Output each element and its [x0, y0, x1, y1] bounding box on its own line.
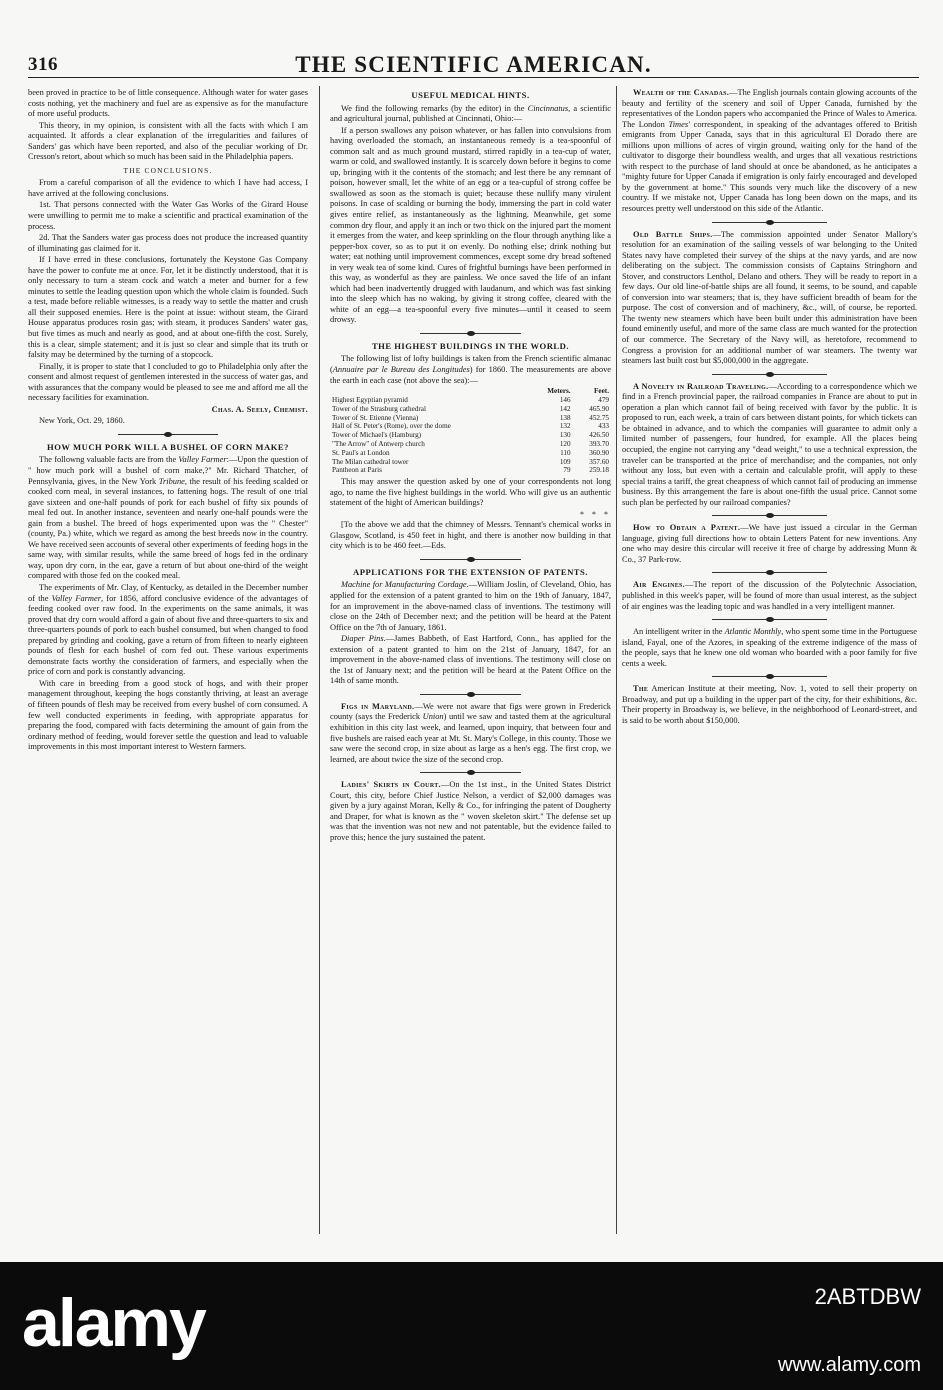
section-divider	[330, 689, 611, 699]
alamy-logo: alamy	[22, 1285, 205, 1361]
water-gas-paragraph: been proved in practice to be of little consequence. Although water for water gases costs nothing, yet the machinery and fuel are as expensive as for the manufacture of more useful products.	[28, 88, 308, 119]
pork-paragraph: The followng valuable facts are from the Valley Farmer:—Upon the question of " how much pork will a bushel of corn make,?" Mr. Richard Thatcher, of Pennsylvania, gives, in the New York Tribune, the result of his feeding scalded or cooked corn meal, in several instances, to fattening hogs. The result of one trial gave sixteen and one-half pounds of pork for each bushel of fifty six pounds of meal fed out. In another instance, seventeen and nearly one-half pounds were the gain from a bushel. The breed of hogs experimented upon was the " Chester" (county, Pa.) white, which we regard as among the best breeds now in the country. We have received seen accounts of several other experiments of feeding hogs in the same way, with similar results, while the same breed of hogs fed in the ordinary way, upon dry corn, in the ear, gave a return of but about one-third of the weight compared with those fed on the cooked meal.	[28, 455, 308, 581]
meters-cell: 79	[563, 466, 571, 475]
water-gas-paragraph: 2d. That the Sanders water gas process does not produce the increased quantity of illuminating gas claimed for it.	[28, 233, 308, 253]
section-divider	[622, 614, 917, 624]
building-name-cell: St. Paul's at London	[332, 448, 390, 457]
patent-extension-item: Diaper Pins.—James Babbeth, of East Hartford, Conn., has applied for the extension of a patent granted to him on the 21st of January, 1847, for an improvement in the above-named class of inventions. The testimony will close on the 1st of January next; and the petition will be heard at the Patent Office on the 14th of same month.	[330, 634, 611, 686]
buildings-heading: THE HIGHEST BUILDINGS IN THE WORLD.	[371, 340, 570, 351]
feet-cell: 433	[598, 422, 609, 431]
signature-name: Chas. A. Seely, Chemist.	[211, 404, 308, 414]
column-middle	[330, 88, 611, 1228]
medical-paragraph: If a person swallows any poison whatever, or has fallen into convulsions from having overloaded the stomach, an instantaneous remedy is a tea-spoonful of common salt and as much ground mustard, stirred rapidly in a tea-cup of water, warm or cold, and swallowed instantly. It is scarcely down before it begins to come up, bringing with it the contents of the stomach; and lest there be any remnant of poison, however small, let the white of an egg or a tea-cupful of strong coffee be swallowed as soon as the stomach is quiet; because these nullify many virulent poisons. In case of scalding or burning the body, immersing the part in cold water gives entire relief, as instantaneously as the lightning. Meanwhile, get some common dry flour, and apply it an inch or two thick on the injured part the moment it emerges from the water, and keep sprinkling on the flour through anything like a pepper-box cover, so as to put it on evenly. Do nothing else; drink nothing but water; eat nothing until improvement commences, except some dry bread softened in very weak tea of some kind. Cures of frightful burnings have been performed in this way, as wonderful as they are painless. We once saved the life of an infant which had been inadvertently drugged with laudanum, and which was fast sinking into the sleep which has no waking, by giving it strong coffee, cleared with the white of an egg—a tea-spoonful every five minutes—until it ceased to seem drowsy.	[330, 125, 611, 325]
pork-article-heading: HOW MUCH PORK WILL A BUSHEL OF CORN MAKE?	[47, 441, 289, 452]
patent-extension-heading: APPLICATIONS FOR THE EXTENSION OF PATENTS.	[353, 566, 588, 577]
author-signature	[28, 405, 308, 416]
canadas-paragraph: Wealth of the Canadas.—The English journals contain glowing accounts of the beauty and fertility of the scenery and soil of Upper Canada, furnished by the representatives of the London papers who accompanied the Prince of Wales to America. The London Times' correspondent, in speaking of the advantages offered to British emigrants from Upper Canada, says that in this agricultural El Dorado there are millions upon millions of acres of virgin ground, waiting only for the hand of the cultivator to disgorge their boundless wealth, and urges that all vexatious restrictions with respect to the purchase of land should at once be abandoned, as he anticipates a "mighty future for Upper Canada if emigration is only fairly encouraged and developed by the government at home." This sounds very much like the discovery of a new country. If we mistake not, Upper Canada has long been down on the maps, and its resources pretty well understood on this side of the Atlantic.	[622, 88, 917, 214]
building-name-cell: Tower of the Strasburg cathedral	[332, 404, 426, 413]
table-row	[330, 396, 611, 405]
obtain-patent-paragraph: How to Obtain a Patent.—We have just issued a circular in the German language, giving full directions how to obtain Letters Patent for new inventions. Any one who may desire this circular will receive it free of charge by addressing Munn & Co., 37 Park-row.	[622, 523, 917, 564]
section-divider	[622, 671, 917, 681]
asterism: * * *	[580, 509, 611, 519]
feet-cell: 357.60	[589, 457, 609, 466]
section-divider	[622, 510, 917, 520]
image-code: 2ABTDBW	[814, 1284, 921, 1309]
buildings-paragraph: This may answer the question asked by one of your correspondents not long ago, to name the five highest buildings in the world. Who will give us an authentic statement of the hight of American buildings?	[330, 477, 611, 508]
meters-column-header: Meters.	[547, 387, 571, 396]
meters-cell: 110	[560, 448, 571, 457]
feet-cell: 452.75	[589, 413, 609, 422]
table-row	[330, 422, 611, 431]
section-divider	[330, 554, 611, 564]
air-engines-paragraph: Air Engines.—The report of the discussion of the Polytechnic Association, published in this week's paper, will be found of more than usual interest, as the subject of air engines was the leading topic and was handled in a very intelligent manner.	[622, 580, 917, 611]
table-row	[330, 405, 611, 414]
feet-cell: 465.90	[589, 404, 609, 413]
american-institute-paragraph: The American Institute at their meeting, Nov. 1, voted to sell their property on Broadway, and put up a building in the upper part of the city, for their exhibitions, &c. Their property in Broadway is, we believe, in the neighborhood of Leonard-street, and is said to be worth about $150,000.	[622, 684, 917, 725]
column-rule-right	[616, 86, 617, 1234]
signature-date: New York, Oct. 29, 1860.	[39, 416, 125, 426]
section-divider	[622, 369, 917, 379]
table-row	[330, 431, 611, 440]
patent-extension-item: Machine for Manufacturing Cordage.—William Joslin, of Cleveland, Ohio, has applied for the extension of a patent granted to him on the 19th of January, 1847, for an improvement in the above-named class of inventions. The testimony will close on the 24th of December next; and the petition will be heard at the Patent Office on the 7th of January, 1861.	[330, 580, 611, 632]
building-name-cell: "The Arrow" of Antwerp church	[332, 439, 425, 448]
section-divider	[330, 767, 611, 777]
pork-paragraph: The experiments of Mr. Clay, of Kentucky, as detailed in the December number of the Valley Farmer, for 1856, afford conclusive evidence of the advantages of feeding cooked over raw food. In the experiments on the same animals, it was proved that dry corn would afford a gain of about five and three-quarters to six and three-quarters pounds of pork to each bushel consumed, but when changed to food prepared by grinding and cooking, gave a return of from fifteen to nearly eighteen pounds of flesh for each bushel of corn fed out. These various experiments demonstrate facts worthy the consideration of farmers, and especially when the price of corn and pork is constantly advancing.	[28, 583, 308, 677]
medical-paragraph: We find the following remarks (by the editor) in the Cincinnatus, a scientific and agricultural journal, published at Cincinnati, Ohio:—	[330, 103, 611, 124]
figs-paragraph: Figs in Maryland.—We were not aware that figs were grown in Frederick county (says the Frederick Union) until we saw and tasted them at the agricultural exhibition in this city last week, and learned, upon inquiry, that between four and five bushels are raised each year at Mt. St. Mary's College, in this county. Those we saw were the second crop, in size about as large as a hen's egg. The first crop, we learned, are about twice the size of the second crop.	[330, 701, 611, 764]
buildings-intro: The following list of lofty buildings is taken from the French scientific almanac (Annuaire par le Bureau des Longitudes) for 1860. The measurements are above the earth in each case (not above the sea):—	[330, 354, 611, 385]
watermark-url[interactable]: www.alamy.com	[778, 1354, 921, 1376]
section-divider	[622, 567, 917, 577]
table-row	[330, 449, 611, 458]
water-gas-paragraph: 1st. That persons connected with the Water Gas Works of the Girard House were unwilling to permit me to make a scientific and practical examination of the process.	[28, 200, 308, 231]
meters-cell: 130	[559, 431, 571, 440]
conclusions-subheading: THE CONCLUSIONS.	[123, 165, 213, 175]
feet-cell: 426.50	[589, 431, 609, 440]
pork-paragraph: With care in breeding from a good stock of hogs, and with their proper management throughout, keeping the hogs constantly thriving, at least an average of fifteen pounds of flesh may be received from every bushel of corn consumed. A few well conducted experiments in feeding, with appropriate apparatus for preparing the food, compared with facts determining the amount of gain from the ordinary method of feeding, would forever settle the question and lead to valuable improvements in this most important interest to Western farmers.	[28, 678, 308, 752]
section-divider	[622, 217, 917, 227]
table-row	[330, 458, 611, 467]
page-header	[28, 50, 919, 78]
column-left	[28, 88, 308, 1228]
railroad-paragraph: A Novelty in Railroad Traveling.—According to a correspondence which we find in a French provincial paper, the railroad companies in France are about to put in operation a plan which cannot fail of being received with favor by the public. It is proposed to run, each week, a train of cars between distant points, for which tickets can be obtained in advance, and to which the companies will guarantee to admit only a limited number of passengers, four hundred, for example. All the places being occupied, the engine not carrying any "dead weight," to use a technical expression, the traveler can be transported at the price of merchandise; and the companies, not only without any loss, but even with a certain and calculable profit, will apply to these special trains a tariff, the great cheapness of which cannot fail of producing an immense business. By this arrangement the fare is about one-fifth the usual price. Cannot some such plan be perfected by our railroad companies?	[622, 381, 917, 507]
feet-cell: 479	[598, 395, 609, 404]
meters-cell: 146	[559, 395, 571, 404]
water-gas-paragraph: If I have erred in these conclusions, fortunately the Keystone Gas Company have the power to confute me at once. For, let it be distinctly understood, that it is only necessary to turn a steam cock and watch a meter and burner for a few minutes to settle the leading question upon which the whole claim is founded. Such a test, made before reliable witnesses, is a ready way to settle the matter and crush all their supposed enemies. Here is the point at issue: without steam, the Girard House apparatus produces rosin gas; with steam, it produces Sanders' water gas, but five times as much and nearly as good, and at about one-fifth the cost. Surely, this is a clear, simple statement; and it is just so clear and simple that its truth or falsity may be determined by the turning of a stopcock.	[28, 255, 308, 360]
meters-cell: 138	[559, 413, 571, 422]
building-name-cell: The Milan cathedral tower	[332, 457, 409, 466]
table-row	[330, 414, 611, 423]
azores-paragraph: An intelligent writer in the Atlantic Monthly, who spent some time in the Portuguese island, Fayal, one of the Azores, in speaking of the extreme indigence of the mass of the people, says that he knew one old woman who boarded with a poor family for five cents a week.	[622, 627, 917, 668]
battle-ships-paragraph: Old Battle Ships.—The commission appointed under Senator Mallory's resolution for an examination of the sailing vessels of war belonging to the United States navy have completed their survey of the ships at the navy yards, and are now deliberating on the subject. The commission consists of Captains Stringhorn and Stover, and constructors Lenthol, Delano and others. They will be ready to report in a few days. Our old line-of-battle ships are all found, it seems, to be sound, and capable of conversion into war steamers; that is, they have sufficient breadth of beam for the purpose. The cost of conversion and of machinery, &c., will, of course, be reported. The twenty new steamers which have been built under this administration have been found eminently useful, and more of the same class are much wanted for the protection of our commerce. The Secretary of the Navy will, as heretofore, recommend to Congress a provision for an additional number of war steamers. The twenty war steamers last built cost but $5,000,000 in the aggregate.	[622, 229, 917, 366]
feet-cell: 393.70	[589, 439, 609, 448]
section-divider	[28, 429, 308, 439]
building-name-cell: Pantheon at Paris	[332, 466, 382, 475]
masthead-title: THE SCIENTIFIC AMERICAN.	[295, 52, 652, 77]
skirts-paragraph: Ladies' Skirts in Court.—On the 1st inst., in the United States District Court, this city, before Chief Justice Nelson, a verdict of $2,000 damages was given by a jury against Moran, Kelly & Co., for infringing the patent of Dougherty and Draper, for what is known as the " woven skeleton skirt." The defense set up was that the invention was not new and not patentable, but the evidence failed to prove this; hence the jury sustained the patent.	[330, 780, 611, 842]
buildings-table-body	[330, 396, 611, 475]
table-header-row	[330, 387, 611, 396]
editors-note: [To the above we add that the chimney of Messrs. Tennant's chemical works in Glasgow, Scotland, is 450 feet in hight, and there is another now building in that city which is to be 460 feet.—Eds.	[330, 520, 611, 551]
medical-hints-heading: USEFUL MEDICAL HINTS.	[411, 90, 530, 100]
section-divider	[330, 328, 611, 338]
table-row	[330, 466, 611, 475]
building-name-cell: Tower of St. Etienne (Vienna)	[332, 413, 419, 422]
feet-cell: 259.18	[589, 466, 609, 475]
water-gas-paragraph: This theory, in my opinion, is consistent with all the facts with which I am acquainted. It affords a clear explanation of the irregularities and failures of Sanders' gas which have been reported, and also of the peculiar working of Dr. Cresson's retort, about which so much has been said in the Philadelphia papers.	[28, 120, 308, 162]
building-name-cell: Highest Egyptian pyramid	[332, 395, 408, 404]
feet-column-header: Feet.	[594, 387, 609, 396]
column-rule-left	[319, 86, 320, 1234]
water-gas-paragraph: From a careful comparison of all the evidence to which I have had access, I have arrived at the following conclusions.	[28, 178, 308, 198]
meters-cell: 120	[559, 439, 571, 448]
column-right	[622, 88, 917, 1228]
table-row	[330, 440, 611, 449]
meters-cell: 109	[559, 457, 571, 466]
meters-cell: 142	[559, 404, 571, 413]
feet-cell: 360.90	[589, 448, 609, 457]
building-name-cell: Tower of Michael's (Hamburg)	[332, 431, 422, 440]
stock-watermark-banner	[0, 1262, 943, 1390]
building-name-cell: Hall of St. Peter's (Rome), over the dome	[332, 422, 451, 431]
page-number: 316	[28, 54, 58, 75]
water-gas-paragraph: Finally, it is proper to state that I concluded to go to Philadelphia only after the consent and almost request of gentlemen interested in the success of water gas, and with assurances that the company would be pleased to see me and afford me all the necessary facilities for examination.	[28, 361, 308, 403]
buildings-table	[330, 387, 611, 475]
meters-cell: 132	[559, 422, 571, 431]
